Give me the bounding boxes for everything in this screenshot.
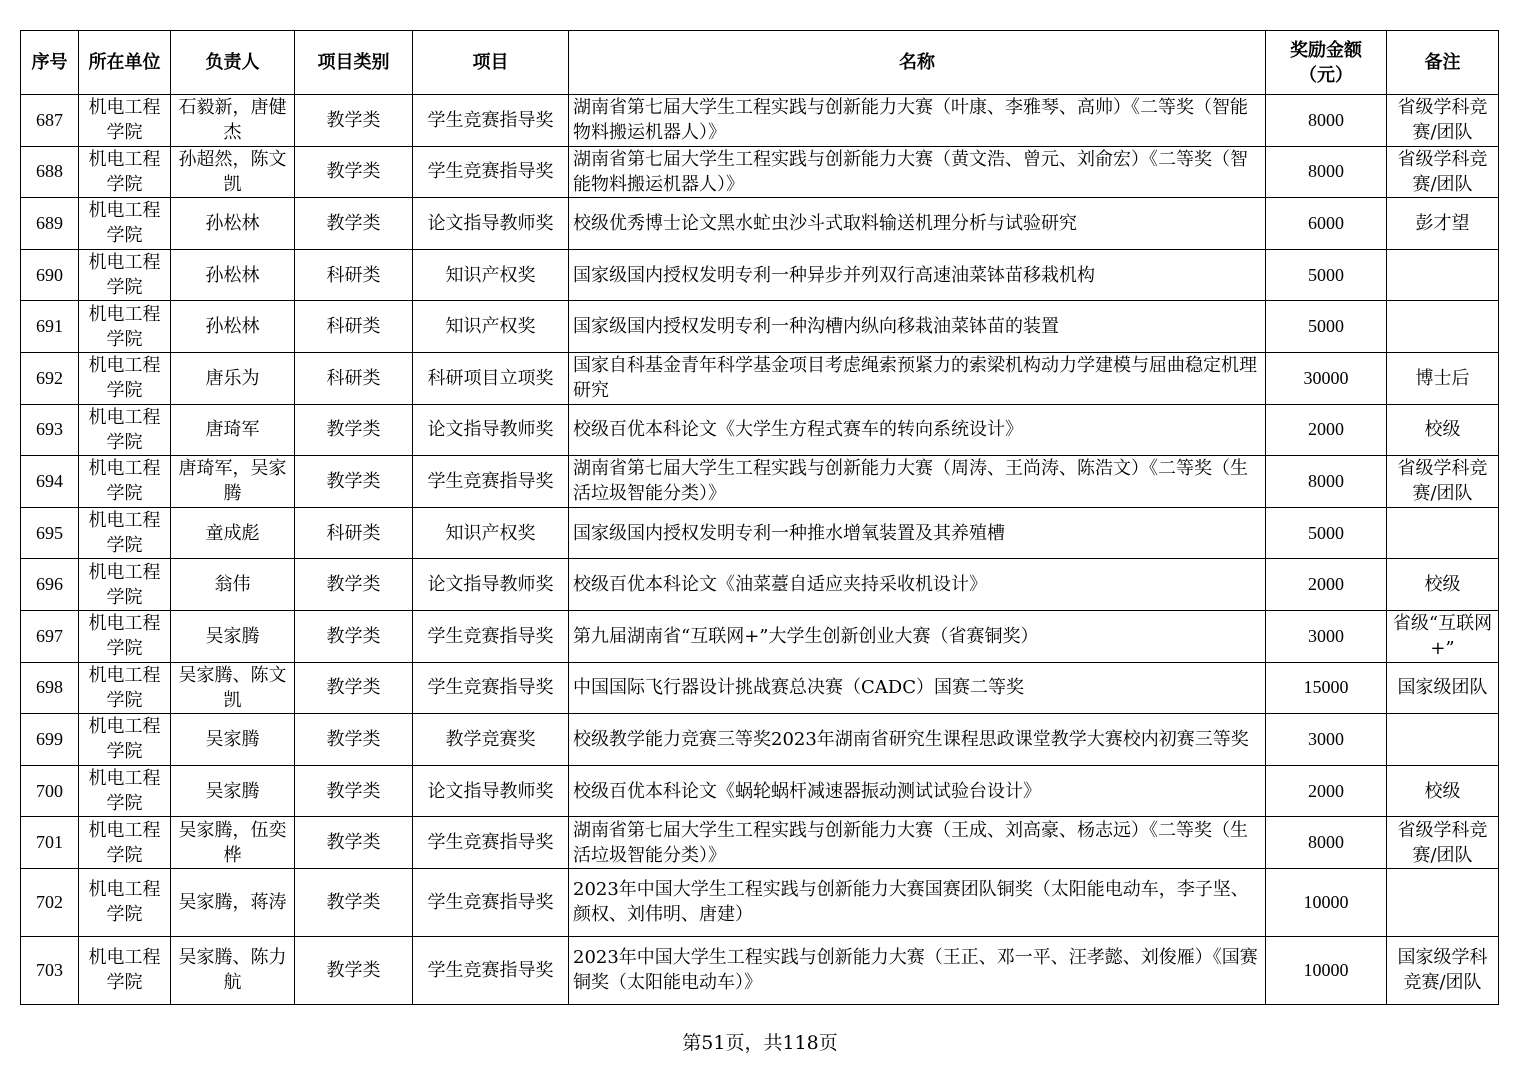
cell-project: 科研项目立项奖	[413, 352, 569, 404]
cell-person: 吴家腾	[171, 610, 295, 662]
cell-person: 唐琦军，吴家腾	[171, 456, 295, 508]
cell-category: 教学类	[295, 559, 413, 611]
cell-remark: 校级	[1387, 559, 1499, 611]
header-category: 项目类别	[295, 31, 413, 95]
cell-name: 2023年中国大学生工程实践与创新能力大赛国赛团队铜奖（太阳能电动车，李子坚、颜权、刘伟明、唐建）	[569, 868, 1266, 936]
table-row	[21, 146, 1499, 198]
cell-remark: 校级	[1387, 765, 1499, 817]
cell-person: 孙超然，陈文凯	[171, 146, 295, 198]
cell-unit: 机电工程学院	[79, 610, 171, 662]
table-row	[21, 456, 1499, 508]
table-row	[21, 507, 1499, 559]
cell-category: 教学类	[295, 817, 413, 869]
header-row	[21, 31, 1499, 95]
cell-name: 湖南省第七届大学生工程实践与创新能力大赛（王成、刘高豪、杨志远）《二等奖（生活垃圾智能分类）》	[569, 817, 1266, 869]
table-row	[21, 936, 1499, 1004]
cell-person: 孙松林	[171, 301, 295, 353]
cell-seq: 699	[21, 714, 79, 766]
cell-remark	[1387, 507, 1499, 559]
cell-remark	[1387, 249, 1499, 301]
cell-amount: 3000	[1266, 714, 1387, 766]
cell-person: 孙松林	[171, 198, 295, 250]
header-unit: 所在单位	[79, 31, 171, 95]
cell-amount: 5000	[1266, 249, 1387, 301]
cell-person: 石毅新，唐健杰	[171, 95, 295, 147]
cell-remark: 省级学科竞赛/团队	[1387, 146, 1499, 198]
cell-project: 学生竞赛指导奖	[413, 817, 569, 869]
cell-remark: 省级学科竞赛/团队	[1387, 95, 1499, 147]
cell-unit: 机电工程学院	[79, 507, 171, 559]
cell-person: 童成彪	[171, 507, 295, 559]
cell-unit: 机电工程学院	[79, 301, 171, 353]
cell-category: 教学类	[295, 936, 413, 1004]
cell-name: 2023年中国大学生工程实践与创新能力大赛（王正、邓一平、汪孝懿、刘俊雁）《国赛铜奖（太阳能电动车）》	[569, 936, 1266, 1004]
cell-unit: 机电工程学院	[79, 404, 171, 456]
cell-amount: 5000	[1266, 301, 1387, 353]
cell-amount: 6000	[1266, 198, 1387, 250]
header-person: 负责人	[171, 31, 295, 95]
cell-name: 校级百优本科论文《油菜薹自适应夹持采收机设计》	[569, 559, 1266, 611]
cell-name: 校级优秀博士论文黑水虻虫沙斗式取料输送机理分析与试验研究	[569, 198, 1266, 250]
cell-unit: 机电工程学院	[79, 456, 171, 508]
awards-table	[20, 30, 1499, 1005]
cell-unit: 机电工程学院	[79, 662, 171, 714]
cell-seq: 697	[21, 610, 79, 662]
table-row	[21, 95, 1499, 147]
cell-project: 学生竞赛指导奖	[413, 936, 569, 1004]
cell-remark: 省级“互联网+”	[1387, 610, 1499, 662]
cell-seq: 700	[21, 765, 79, 817]
cell-seq: 692	[21, 352, 79, 404]
cell-name: 校级百优本科论文《大学生方程式赛车的转向系统设计》	[569, 404, 1266, 456]
cell-project: 知识产权奖	[413, 507, 569, 559]
table-row	[21, 249, 1499, 301]
cell-amount: 2000	[1266, 404, 1387, 456]
cell-seq: 702	[21, 868, 79, 936]
cell-category: 科研类	[295, 507, 413, 559]
cell-amount: 30000	[1266, 352, 1387, 404]
cell-project: 论文指导教师奖	[413, 404, 569, 456]
cell-project: 学生竞赛指导奖	[413, 456, 569, 508]
cell-category: 科研类	[295, 352, 413, 404]
cell-remark: 博士后	[1387, 352, 1499, 404]
cell-remark: 校级	[1387, 404, 1499, 456]
page-footer: 第51页，共118页	[682, 1032, 838, 1054]
cell-project: 论文指导教师奖	[413, 765, 569, 817]
cell-category: 教学类	[295, 198, 413, 250]
cell-person: 吴家腾、陈力航	[171, 936, 295, 1004]
header-project: 项目	[413, 31, 569, 95]
cell-seq: 690	[21, 249, 79, 301]
cell-person: 唐琦军	[171, 404, 295, 456]
cell-amount: 8000	[1266, 817, 1387, 869]
table-row	[21, 868, 1499, 936]
table-row	[21, 198, 1499, 250]
cell-unit: 机电工程学院	[79, 936, 171, 1004]
cell-person: 唐乐为	[171, 352, 295, 404]
cell-name: 校级教学能力竞赛三等奖2023年湖南省研究生课程思政课堂教学大赛校内初赛三等奖	[569, 714, 1266, 766]
cell-category: 教学类	[295, 662, 413, 714]
cell-seq: 696	[21, 559, 79, 611]
table-row	[21, 817, 1499, 869]
header-amount: 奖励金额（元）	[1266, 31, 1387, 95]
cell-project: 论文指导教师奖	[413, 559, 569, 611]
cell-person: 翁伟	[171, 559, 295, 611]
cell-project: 学生竞赛指导奖	[413, 662, 569, 714]
cell-remark: 省级学科竞赛/团队	[1387, 456, 1499, 508]
cell-name: 国家自科基金青年科学基金项目考虑绳索预紧力的索梁机构动力学建模与屈曲稳定机理研究	[569, 352, 1266, 404]
cell-unit: 机电工程学院	[79, 559, 171, 611]
cell-name: 国家级国内授权发明专利一种异步并列双行高速油菜钵苗移栽机构	[569, 249, 1266, 301]
cell-person: 吴家腾、陈文凯	[171, 662, 295, 714]
cell-amount: 8000	[1266, 146, 1387, 198]
cell-seq: 693	[21, 404, 79, 456]
cell-unit: 机电工程学院	[79, 198, 171, 250]
cell-remark: 国家级团队	[1387, 662, 1499, 714]
cell-name: 中国国际飞行器设计挑战赛总决赛（CADC）国赛二等奖	[569, 662, 1266, 714]
cell-category: 科研类	[295, 301, 413, 353]
cell-unit: 机电工程学院	[79, 95, 171, 147]
cell-unit: 机电工程学院	[79, 714, 171, 766]
cell-name: 湖南省第七届大学生工程实践与创新能力大赛（周涛、王尚涛、陈浩文）《二等奖（生活垃圾智能分类）》	[569, 456, 1266, 508]
cell-unit: 机电工程学院	[79, 352, 171, 404]
cell-unit: 机电工程学院	[79, 146, 171, 198]
cell-seq: 689	[21, 198, 79, 250]
cell-amount: 3000	[1266, 610, 1387, 662]
cell-seq: 694	[21, 456, 79, 508]
cell-remark: 省级学科竞赛/团队	[1387, 817, 1499, 869]
table-row	[21, 610, 1499, 662]
cell-amount: 10000	[1266, 936, 1387, 1004]
cell-remark: 国家级学科竞赛/团队	[1387, 936, 1499, 1004]
cell-seq: 687	[21, 95, 79, 147]
table-row	[21, 301, 1499, 353]
table-row	[21, 714, 1499, 766]
cell-project: 教学竞赛奖	[413, 714, 569, 766]
cell-amount: 15000	[1266, 662, 1387, 714]
cell-person: 孙松林	[171, 249, 295, 301]
table-row	[21, 352, 1499, 404]
cell-seq: 688	[21, 146, 79, 198]
cell-person: 吴家腾	[171, 765, 295, 817]
cell-seq: 695	[21, 507, 79, 559]
cell-remark	[1387, 301, 1499, 353]
cell-category: 教学类	[295, 714, 413, 766]
cell-category: 教学类	[295, 868, 413, 936]
cell-name: 第九届湖南省“互联网+”大学生创新创业大赛（省赛铜奖）	[569, 610, 1266, 662]
cell-amount: 2000	[1266, 559, 1387, 611]
cell-category: 教学类	[295, 404, 413, 456]
header-remark: 备注	[1387, 31, 1499, 95]
cell-category: 教学类	[295, 146, 413, 198]
cell-project: 学生竞赛指导奖	[413, 610, 569, 662]
cell-project: 论文指导教师奖	[413, 198, 569, 250]
cell-person: 吴家腾	[171, 714, 295, 766]
cell-category: 教学类	[295, 95, 413, 147]
cell-category: 教学类	[295, 456, 413, 508]
cell-name: 湖南省第七届大学生工程实践与创新能力大赛（叶康、李雅琴、高帅）《二等奖（智能物料搬运机器人）》	[569, 95, 1266, 147]
cell-category: 科研类	[295, 249, 413, 301]
cell-name: 湖南省第七届大学生工程实践与创新能力大赛（黄文浩、曾元、刘俞宏）《二等奖（智能物料搬运机器人）》	[569, 146, 1266, 198]
cell-unit: 机电工程学院	[79, 249, 171, 301]
header-seq: 序号	[21, 31, 79, 95]
cell-project: 学生竞赛指导奖	[413, 146, 569, 198]
cell-amount: 8000	[1266, 95, 1387, 147]
cell-seq: 701	[21, 817, 79, 869]
cell-name: 校级百优本科论文《蜗轮蜗杆减速器振动测试试验台设计》	[569, 765, 1266, 817]
cell-category: 教学类	[295, 610, 413, 662]
cell-seq: 698	[21, 662, 79, 714]
cell-unit: 机电工程学院	[79, 868, 171, 936]
cell-project: 知识产权奖	[413, 249, 569, 301]
table-row	[21, 404, 1499, 456]
cell-amount: 2000	[1266, 765, 1387, 817]
cell-seq: 691	[21, 301, 79, 353]
cell-seq: 703	[21, 936, 79, 1004]
table-row	[21, 662, 1499, 714]
cell-name: 国家级国内授权发明专利一种推水增氧装置及其养殖槽	[569, 507, 1266, 559]
cell-amount: 5000	[1266, 507, 1387, 559]
cell-remark	[1387, 714, 1499, 766]
cell-project: 知识产权奖	[413, 301, 569, 353]
cell-remark: 彭才望	[1387, 198, 1499, 250]
cell-project: 学生竞赛指导奖	[413, 95, 569, 147]
cell-person: 吴家腾，伍奕桦	[171, 817, 295, 869]
header-name: 名称	[569, 31, 1266, 95]
cell-amount: 10000	[1266, 868, 1387, 936]
cell-category: 教学类	[295, 765, 413, 817]
cell-project: 学生竞赛指导奖	[413, 868, 569, 936]
cell-person: 吴家腾，蒋涛	[171, 868, 295, 936]
cell-remark	[1387, 868, 1499, 936]
cell-amount: 8000	[1266, 456, 1387, 508]
cell-name: 国家级国内授权发明专利一种沟槽内纵向移栽油菜钵苗的装置	[569, 301, 1266, 353]
cell-unit: 机电工程学院	[79, 765, 171, 817]
table-row	[21, 559, 1499, 611]
cell-unit: 机电工程学院	[79, 817, 171, 869]
table-row	[21, 765, 1499, 817]
